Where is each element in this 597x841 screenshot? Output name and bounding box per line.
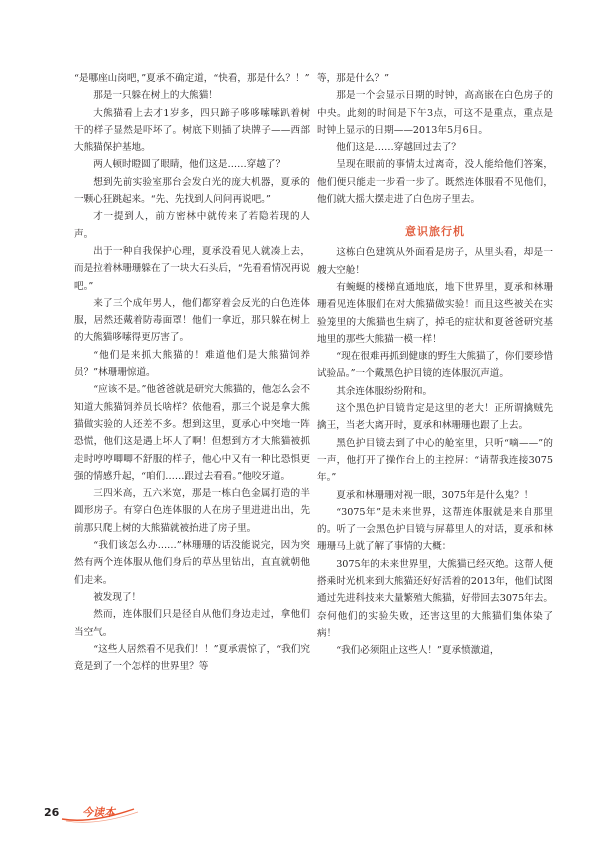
page-footer (44, 800, 184, 824)
paragraph: 那是一只躲在树上的大熊猫！ (93, 90, 218, 102)
paragraph: 然而，连体服们只是径自从他们身边走过，拿他们当空气。 (74, 609, 310, 638)
svg-text:今读本: 今读本 (82, 806, 115, 819)
magazine-logo-icon (60, 800, 140, 824)
paragraph: 才一提到人，前方密林中就传来了若隐若现的人声。 (74, 211, 310, 240)
paragraph: 有蜿蜒的楼梯直通地底，地下世界里，夏承和林珊珊看见连体服们在对大熊猫做实验！而且这些被关在实验笼里的大熊猫也生病了，掉毛的症状和夏爸爸研究基地里的那些大熊猫一模一样！ (317, 281, 553, 345)
paragraph: “3075年”是未来世界，这帮连体服就是来自那里的。听了一会黑色护目镜与屏幕里人的对话，夏承和林珊珊马上就了解了事情的大概： (317, 506, 553, 553)
paragraph: 夏承和林珊珊对视一眼，3075年是什么鬼？！ (336, 489, 534, 501)
paragraph: 他们这是……穿越回过去了？ (336, 142, 461, 154)
paragraph: 三四米高，五六米宽，那是一栋白色金属打造的半圆形房子。有穿白色连体服的人在房子里进进出出，先前那只爬上树的大熊猫就被抬进了房子里。 (74, 488, 310, 534)
paragraph: 这个黑色护目镜肯定是这里的老大！正所谓擒贼先擒王，当老大离开时，夏承和林珊珊也跟了上去。 (317, 403, 553, 432)
paragraph: 等，那是什么？” (317, 73, 390, 84)
paragraph: “应该不是。”他爸爸就是研究大熊猫的，他怎么会不知道大熊猫饲养员长啥样？依他看，那三个说是拿大熊猫做实验的人还差不多。想到这里，夏承心中突地一阵恐慌，他们这是遇上坏人了啊！但想到方才大熊猫被抓走时哼哼唧唧不舒服的样子，他心中又有一种比恐惧更强的情感升起，“咱们……跟过去看看。”他咬牙道。 (74, 384, 310, 482)
right-column (317, 70, 553, 660)
paragraph: “这些人居然看不见我们！！”夏承震惊了，“我们究竟是到了一个怎样的世界里？等 (74, 643, 310, 673)
paragraph: 想到先前实验室那台会发白光的庞大机器，夏承的一颗心狂跳起来。“先、先找到人问问再说吧。” (74, 176, 310, 206)
paragraph: 呈现在眼前的事情太过离奇，没人能给他们答案，他们便只能走一步看一步了。既然连体服看不见他们，他们就大摇大摆走进了白色房子里去。 (317, 159, 553, 206)
paragraph: “现在很难再抓到健康的野生大熊猫了，你们要珍惜试验品。”一个戴黑色护目镜的连体服沉声道。 (317, 351, 553, 380)
paragraph: 出于一种自我保护心理，夏承没看见人就凑上去，而是拉着林珊珊躲在了一块大石头后，“先看看情况再说吧。” (74, 245, 310, 292)
left-column (74, 70, 310, 675)
paragraph: “是哪座山岗吧，”夏承不确定道，“快看，那是什么？！” (74, 73, 310, 84)
paragraph: 那是一个会显示日期的时钟，高高嵌在白色房子的中央。此刻的时间是下午3点，可这不是重点，重点是时钟上显示的日期——2013年5月6日。 (317, 90, 553, 136)
paragraph: 3075年的未来世界里，大熊猫已经灭绝。这帮人便搭乘时光机来到大熊猫还好好活着的2013年，他们试图通过先进科技来大量繁殖大熊猫，好带回去3075年去。奈何他们的实验失败，还害这里的大熊猫们集体染了病！ (317, 558, 553, 639)
paragraph: “他们是来抓大熊猫的！难道他们是大熊猫饲养员？”林珊珊惊道。 (74, 349, 310, 379)
paragraph: 大熊猫看上去才1岁多，四只蹄子哆哆嗦嗦趴着树干的样子显然是吓坏了。树底下则插了块牌子——西部大熊猫保护基地。 (74, 107, 310, 154)
paragraph: “我们必须阻止这些人！”夏承愤激道， (336, 645, 500, 657)
paragraph: 黑色护目镜去到了中心的舱室里，只听“嘀——”的一声，他打开了操作台上的主控屏：“请帮我连接3075年。” (317, 437, 553, 484)
page-number: 26 (44, 806, 60, 819)
section-heading: 意识旅行机 (405, 225, 465, 239)
paragraph: 其余连体服纷纷附和。 (336, 385, 433, 397)
paragraph: “我们该怎么办……”林珊珊的话没能说完，因为突然有两个连体服从他们身后的草丛里钻出，直直就朝他们走来。 (74, 540, 310, 586)
paragraph: 这栋白色建筑从外面看是房子，从里头看，却是一艘大空舱！ (317, 247, 553, 276)
paragraph: 来了三个成年男人，他们都穿着会反光的白色连体服，居然还戴着防毒面罩！他们一拿近，那只躲在树上的大熊猫哆嗦得更厉害了。 (74, 297, 310, 344)
paragraph: 被发现了！ (93, 591, 142, 603)
paragraph: 两人顿时瞪圆了眼睛，他们这是……穿越了？ (93, 159, 286, 171)
